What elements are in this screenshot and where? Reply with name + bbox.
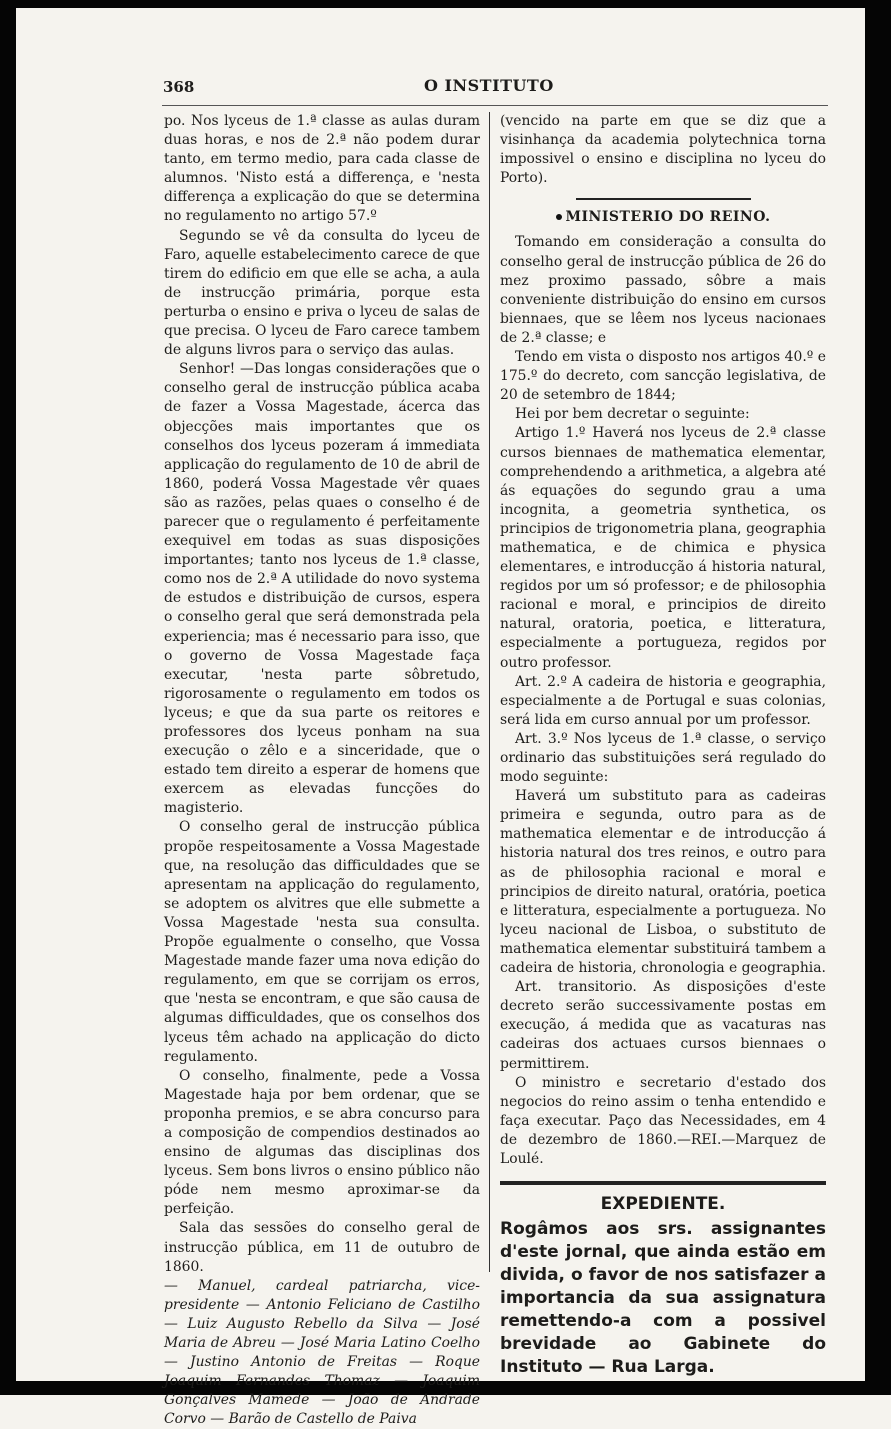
continuation-text: (vencido na parte em que se diz que a visinhança da academia polytechnica torna impossivel o ensino e disciplina no lyceu do Porto).: [500, 113, 826, 187]
expediente-rule: [500, 1181, 826, 1185]
paragraph: Tomando em consideração a consulta do conselho geral de instrucção pública de 26 do mez proximo passado, sôbre a mais conveniente distribuição do ensino em cursos biennaes, que se lêem nos lyceus nacionaes de 2.ª classe; e: [500, 234, 826, 346]
paragraph: po. Nos lyceus de 1.ª classe as aulas duram duas horas, e nos de 2.ª não podem durar tanto, em termo medio, para cada classe de alumnos. 'Nisto está a differença, e 'nesta differença a explicação do que se determina no regulamento no artigo 57.º: [164, 113, 480, 225]
paragraph: Art. 3.º Nos lyceus de 1.ª classe, o serviço ordinario das substituições será regulado do modo seguinte:: [500, 730, 826, 786]
section-title-text: MINISTERIO DO REINO.: [565, 209, 771, 226]
page-number: 368: [163, 78, 195, 96]
paragraph: Haverá um substituto para as cadeiras primeira e segunda, outro para as de mathematica elementar e de introducção á historia natural dos tres reinos, e outro para as de philosophia racional e moral e principios de direito natural, oratória, poetica e litteratura, especialmente a portugueza. No lyceu nacional de Lisboa, o substituto de mathematica elementar substituirá tambem a cadeira de historia, chronologia e geographia.: [500, 788, 826, 977]
scan-border-right: [865, 0, 891, 1395]
paragraph: Art. transitorio. As disposições d'este decreto serão successivamente postas em execução, á medida que as vacaturas nas cadeiras dos actuaes cursos biennaes o permittirem.: [500, 979, 826, 1072]
paragraph: Sala das sessões do conselho geral de instrucção pública, em 11 de outubro de 1860.: [164, 1220, 480, 1275]
column-divider: [489, 112, 490, 1272]
right-column: [500, 112, 826, 1379]
paragraph: O conselho geral de instrucção pública propõe respeitosamente a Vossa Magestade que, na resolução das difficuldades que se apresentam na applicação do regulamento, se adoptem os alvitres que elle submette a Vossa Magestade 'nesta sua consulta. Propõe egualmente o conselho, que Vossa Magestade mande fazer uma nova edição do regulamento, em que se corrijam os erros, que 'nesta se encontram, e que são causa de algumas difficuldades, que os conselhos dos lyceus têm achado na applicação do dicto regulamento.: [164, 819, 480, 1065]
bullet-icon: [556, 214, 562, 220]
expediente-text: Rogâmos aos srs. assignantes d'este jornal, que ainda estão em divida, o favor de nos satisfazer a importancia da sua assignatura remettendo-a com a possivel brevidade ao Gabinete do Instituto — Rua Larga.: [500, 1219, 826, 1378]
expediente-title: EXPEDIENTE.: [600, 1194, 726, 1215]
paragraph: Tendo em vista o disposto nos artigos 40.º e 175.º do decreto, com sancção legislativa, de 20 de setembro de 1844;: [500, 349, 826, 404]
section-title: [500, 208, 826, 227]
section-rule: [576, 198, 751, 200]
expediente-notice: [500, 1218, 826, 1379]
signatures: — Manuel, cardeal patriarcha, vice-presidente — Antonio Feliciano de Castilho — Luiz Augusto Rebello da Silva — José Maria de Abreu — José Maria Latino Coelho — Justino Antonio de Freitas — Roque Joaquim Fernandes Thomaz — Joaquim Gonçalves Mamede — João de Andrade Corvo — Barão de Castello de Paiva: [164, 1277, 480, 1428]
paragraph: Hei por bem decretar o seguinte:: [515, 406, 750, 423]
paragraph: Senhor! —Das longas considerações que o conselho geral de instrucção pública acaba de fazer a Vossa Magestade, ácerca das objecções mais importantes que os conselhos dos lyceus pozeram á immediata applicação do regulamento de 10 de abril de 1860, poderá Vossa Magestade vêr quaes são as razões, pelas quaes o conselho é de parecer que o regulamento é perfeitamente exequivel em todas as suas disposições importantes; tanto nos lyceus de 1.ª classe, como nos de 2.ª A utilidade do novo systema de estudos e distribuição de cursos, espera o conselho geral que será demonstrada pela experiencia; mas é necessario para isso, que o governo de Vossa Magestade faça executar, 'nesta parte sôbretudo, rigorosamente o regulamento em todos os lyceus; e que da sua parte os reitores e professores dos lyceus ponham na sua execução o zêlo e a sinceridade, que o estado tem direito a esperar de homens que exercem as elevadas funcções do magisterio.: [164, 361, 480, 817]
header-rule: [162, 105, 828, 106]
paragraph: O ministro e secretario d'estado dos negocios do reino assim o tenha entendido e faça executar. Paço das Necessidades, em 4 de dezembro de 1860.—REI.—Marquez de Loulé.: [500, 1074, 826, 1167]
scan-border-top: [0, 0, 891, 8]
left-column: [164, 112, 480, 1429]
journal-title: O INSTITUTO: [424, 76, 554, 95]
paragraph: Artigo 1.º Haverá nos lyceus de 2.ª classe cursos biennaes de mathematica elementar, comprehendendo a arithmetica, a algebra até ás equações do segundo grau a uma incognita, a geometria synthetica, os principios de trigonometria plana, geographia mathematica, e de chimica e physica elementares, e introducção á historia natural, regidos por um só professor; e de philosophia racional e moral, e principios de direito natural, oratoria, poetica, e litteratura, especialmente a portugueza, regidos por outro professor.: [500, 425, 826, 671]
scan-border-left: [0, 0, 16, 1395]
paragraph: O conselho, finalmente, pede a Vossa Magestade haja por bem ordenar, que se proponha premios, e se abra concurso para a composição de compendios destinados ao ensino de algumas das disciplinas dos lyceus. Sem bons livros o ensino público não póde nem mesmo aproximar-se da perfeição.: [164, 1067, 480, 1218]
paragraph: Art. 2.º A cadeira de historia e geographia, especialmente a de Portugal e suas colonias, será lida em curso annual por um professor.: [500, 673, 826, 728]
paragraph: Segundo se vê da consulta do lyceu de Faro, aquelle estabelecimento carece de que tirem do edificio em que elle se acha, a aula de instrucção primária, porque esta perturba o ensino e priva o lyceu de salas de que precisa. O lyceu de Faro carece tambem de alguns livros para o serviço das aulas.: [164, 227, 480, 359]
